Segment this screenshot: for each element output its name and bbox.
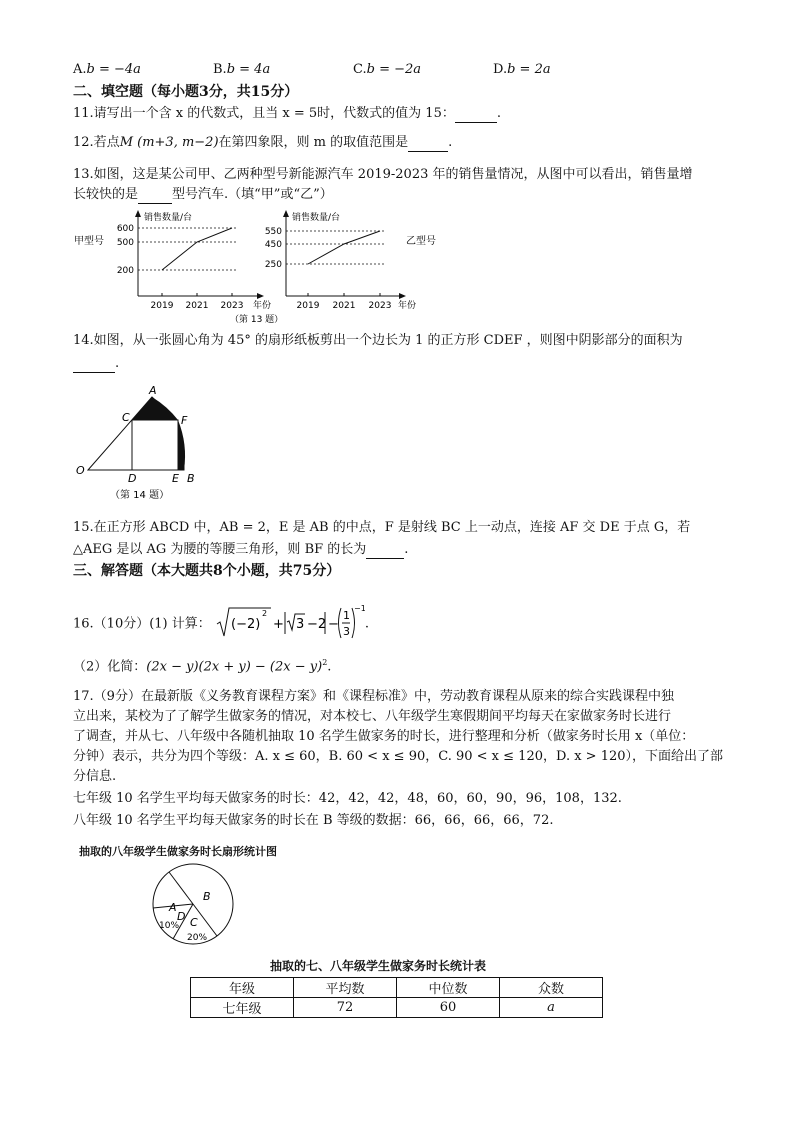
grade-7-data: 七年级 10 名学生平均每天做家务的时长：42，42，42，48，60，60，90，96，108，132. bbox=[73, 791, 622, 806]
pie-percent-d: 10% bbox=[159, 921, 180, 931]
answer-blank[interactable] bbox=[366, 546, 404, 559]
question-16-part-2: （2）化简：$(2x - y)(2x + y) - (2x - y)^2$. bbox=[73, 658, 332, 675]
yi-x-tick-label: 2021 bbox=[332, 301, 356, 311]
question-11: 11.请写出一个含 x 的代数式，且当 x = 5时，代数式的值为 15： . bbox=[73, 106, 501, 121]
yi-y-tick-label: 450 bbox=[264, 240, 282, 250]
yi-y-tick-label: 550 bbox=[264, 227, 282, 237]
question-14-line-1: 14.如图，从一张圆心角为 45° 的扇形纸板剪出一个边长为 1 的正方形 CDEF ，则图中阴影部分的面积为 bbox=[73, 333, 683, 348]
q14-caption: （第 14 题） bbox=[110, 490, 170, 501]
table-cell: 60 bbox=[397, 998, 500, 1018]
option-a: A.b = −4a bbox=[73, 62, 141, 77]
pie-chart-title: 抽取的八年级学生做家务时长扇形统计图 bbox=[79, 845, 277, 858]
x-axis-arrow bbox=[399, 293, 406, 299]
svg-text:3: 3 bbox=[295, 617, 305, 632]
jia-x-tick-label: 2019 bbox=[150, 301, 174, 311]
table-header: 年级 bbox=[191, 978, 294, 998]
option-c: C.b = −2a bbox=[353, 62, 422, 77]
pie-label-a: A bbox=[169, 901, 177, 914]
yi-series-line bbox=[308, 231, 380, 264]
jia-y-tick-label: 500 bbox=[116, 238, 134, 248]
table-header: 众数 bbox=[500, 978, 603, 998]
table-header: 平均数 bbox=[294, 978, 397, 998]
svg-text:−1: −1 bbox=[353, 604, 365, 613]
question-15-line-1: 15.在正方形 ABCD 中，AB = 2，E 是 AB 的中点，F 是射线 BC 上一动点，连接 AF 交 DE 于点 G，若 bbox=[73, 520, 691, 535]
point-label-f: F bbox=[181, 414, 188, 427]
table-cell: 72 bbox=[294, 998, 397, 1018]
svg-text:+: + bbox=[272, 617, 284, 632]
svg-text:−2: −2 bbox=[306, 617, 327, 632]
svg-text:2: 2 bbox=[261, 609, 267, 618]
question-12: 12.若点M (m+3, m−2)在第四象限，则 m 的取值范围是 . bbox=[73, 135, 453, 150]
point-label-d: D bbox=[128, 472, 137, 485]
yi-x-tick-label: 2023 bbox=[368, 301, 392, 311]
x-axis-label: 年份 bbox=[253, 301, 272, 311]
y-axis-label: 销售数量/台 bbox=[292, 213, 341, 223]
svg-text:3: 3 bbox=[342, 625, 350, 638]
shaded-region-top bbox=[132, 397, 178, 420]
svg-text:−: − bbox=[327, 617, 339, 632]
table-header: 中位数 bbox=[397, 978, 500, 998]
question-14-line-2: . bbox=[73, 355, 119, 373]
pie-label-d: D bbox=[177, 910, 186, 923]
yi-y-tick-label: 250 bbox=[264, 260, 282, 270]
square-cdef bbox=[132, 420, 178, 470]
q13-caption: （第 13 题） bbox=[230, 315, 284, 325]
jia-x-tick-label: 2021 bbox=[185, 301, 209, 311]
table-header-row bbox=[191, 978, 603, 998]
question-16-part-1: 16.（10分）(1) 计算： (−2) 2 + 3 −2 − 1 3 −1 . bbox=[73, 604, 369, 644]
table-cell: a bbox=[500, 998, 603, 1018]
answer-blank[interactable] bbox=[455, 110, 497, 123]
point-label-o: O bbox=[76, 464, 85, 477]
point-label-a: A bbox=[149, 384, 157, 397]
question-17-line-1: 17.（9分）在最新版《义务教育课程方案》和《课程标准》中，劳动教育课程从原来的综合实践课程中独 bbox=[73, 689, 674, 704]
jia-x-tick-label: 2023 bbox=[220, 301, 244, 311]
question-17-line-5: 分信息. bbox=[73, 769, 117, 784]
pie-label-b: B bbox=[203, 890, 211, 903]
pie-percent-c: 20% bbox=[187, 933, 208, 943]
table-cell: 七年级 bbox=[191, 998, 294, 1018]
pie-label-c: C bbox=[190, 916, 198, 929]
answer-blank[interactable] bbox=[73, 360, 115, 373]
jia-y-tick-label: 200 bbox=[116, 266, 134, 276]
point-label-e: E bbox=[172, 472, 179, 485]
stats-table bbox=[190, 977, 603, 1018]
y-axis-arrow bbox=[283, 210, 289, 217]
q14-figure bbox=[70, 382, 210, 504]
answer-blank[interactable] bbox=[408, 139, 448, 152]
question-13-line-1: 13.如图，这是某公司甲、乙两种型号新能源汽车 2019-2023 年的销售量情况，从图中可以看出，销售量增 bbox=[73, 167, 693, 182]
svg-text:(−2): (−2) bbox=[230, 617, 261, 632]
point-label-c: C bbox=[122, 411, 130, 424]
question-17-line-2: 立出来，某校为了了解学生做家务的情况，对本校七、八年级学生寒假期间平均每天在家做家务时长进行 bbox=[73, 709, 672, 724]
option-d: D.b = 2a bbox=[493, 62, 551, 77]
chart-jia bbox=[74, 210, 271, 311]
option-b: B.b = 4a bbox=[213, 62, 271, 77]
chart-yi-title: 乙型号 bbox=[406, 236, 436, 247]
shaded-region-right bbox=[178, 420, 185, 470]
section-3-title: 三、解答题（本大题共8个小题，共75分） bbox=[73, 563, 341, 579]
y-axis-label: 销售数量/台 bbox=[144, 213, 193, 223]
table-row bbox=[191, 998, 603, 1018]
svg-text:1: 1 bbox=[342, 609, 350, 622]
table-title: 抽取的七、八年级学生做家务时长统计表 bbox=[270, 959, 487, 973]
x-axis-label: 年份 bbox=[398, 301, 417, 311]
grade-8-data: 八年级 10 名学生平均每天做家务的时长在 B 等级的数据：66，66，66，66，72. bbox=[73, 813, 554, 828]
question-15-line-2: △AEG 是以 AG 为腰的等腰三角形，则 BF 的长为 . bbox=[73, 542, 409, 557]
answer-blank[interactable] bbox=[138, 191, 172, 204]
q16-expression bbox=[215, 602, 365, 642]
q13-figure bbox=[70, 208, 470, 326]
chart-yi bbox=[265, 210, 436, 311]
jia-series-line bbox=[162, 228, 232, 270]
pie-chart bbox=[145, 862, 245, 948]
question-13-line-2: 长较快的是 型号汽车.（填“甲”或“乙”） bbox=[73, 187, 333, 202]
yi-x-tick-label: 2019 bbox=[296, 301, 320, 311]
question-17-line-4: 分钟）表示，共分为四个等级：A. x ≤ 60，B. 60 < x ≤ 90，C. 90 < x ≤ 120，D. x > 120），下面给出了部 bbox=[73, 749, 724, 764]
question-17-line-3: 了调查，并从七、八年级中各随机抽取 10 名学生做家务的时长，进行整理和分析（做家务时长用 x（单位： bbox=[73, 729, 695, 744]
section-2-title: 二、填空题（每小题3分，共15分） bbox=[73, 84, 299, 100]
point-label-b: B bbox=[187, 472, 195, 485]
jia-y-tick-label: 600 bbox=[116, 224, 134, 234]
y-axis-arrow bbox=[135, 210, 141, 217]
chart-jia-title: 甲型号 bbox=[74, 236, 104, 247]
x-axis-arrow bbox=[257, 293, 264, 299]
